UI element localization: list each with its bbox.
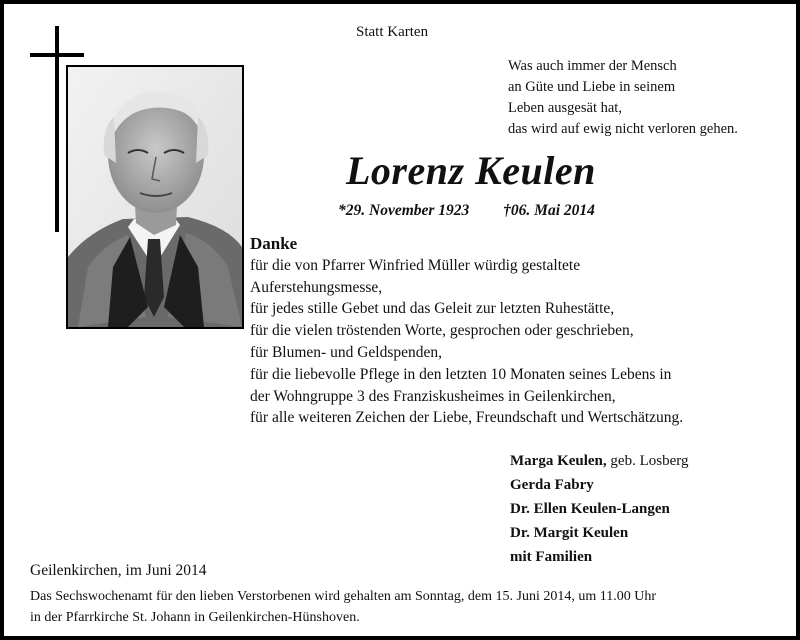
thanks-block [250,233,683,429]
signer-name: Marga Keulen, [510,453,607,469]
notice-line: in der Pfarrkirche St. Johann in Geilenkirchen-Hünshoven. [30,610,360,625]
death-date: †06. Mai 2014 [503,202,595,219]
signers-block [510,449,688,569]
thanks-line: für alle weiteren Zeichen der Liebe, Freundschaft und Wertschätzung. [250,409,684,427]
thanks-line: für jedes stille Gebet und das Geleit zur letzten Ruhestätte, [250,300,615,318]
signer-maiden-name: geb. Losberg [606,453,689,469]
deceased-name: Lorenz Keulen [346,148,596,193]
thanks-line: für die vielen tröstenden Worte, gesprochen oder geschrieben, [250,322,634,340]
obituary-card [4,4,796,636]
place-date: Geilenkirchen, im Juni 2014 [30,562,207,579]
signer-line [510,521,688,545]
poem-line: das wird auf ewig nicht verloren gehen. [508,121,738,137]
cross-icon-horizontal [30,53,84,57]
notice-line: Das Sechswochenamt für den lieben Verstorbenen wird gehalten am Sonntag, dem 15. Juni 2014, um 11.00 Uhr [30,589,656,604]
poem-block [508,56,738,140]
thanks-line: der Wohngruppe 3 des Franziskusheimes in Geilenkirchen, [250,387,616,405]
thanks-line: für die von Pfarrer Winfried Müller würdig gestaltete [250,256,581,274]
life-dates [338,202,595,220]
signer-line [510,545,688,569]
thanks-heading: Danke [250,234,298,253]
signer-line [510,473,688,497]
thanks-line: Auferstehungsmesse, [250,278,383,296]
signer-name: Dr. Margit Keulen [510,525,629,541]
signer-line [510,449,688,473]
portrait-illustration [68,67,242,327]
poem-line: an Güte und Liebe in seinem [508,79,676,95]
poem-line: Was auch immer der Mensch [508,58,677,74]
mass-notice [30,586,790,628]
portrait-photo [66,65,244,329]
birth-date: *29. November 1923 [338,202,470,219]
thanks-line: für Blumen- und Geldspenden, [250,343,442,361]
signer-name: Gerda Fabry [510,477,594,493]
statt-karten-label: Statt Karten [356,24,429,40]
signer-line [510,497,688,521]
signer-name: mit Familien [510,549,593,565]
poem-line: Leben ausgesät hat, [508,100,622,116]
signer-name: Dr. Ellen Keulen-Langen [510,501,670,517]
thanks-line: für die liebevolle Pflege in den letzten 10 Monaten seines Lebens in [250,365,672,383]
